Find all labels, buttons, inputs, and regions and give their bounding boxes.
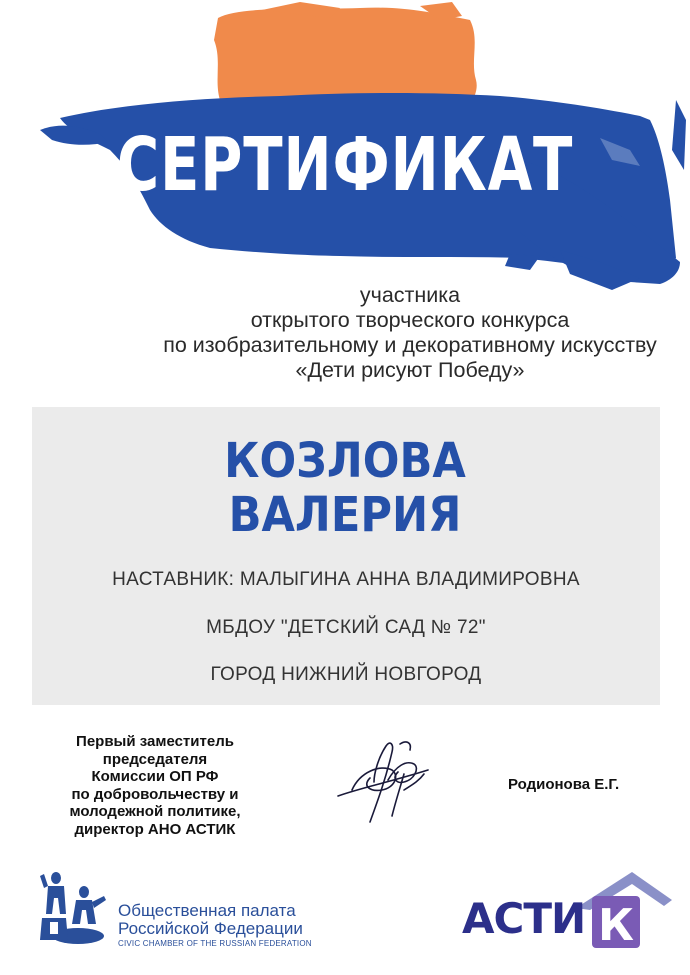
- signer-title-line: молодежной политике,: [69, 803, 241, 820]
- certificate-subtitle: [150, 283, 670, 383]
- public-chamber-line3: CIVIC CHAMBER OF THE RUSSIAN FEDERATION: [118, 939, 312, 948]
- city-line: ГОРОД НИЖНИЙ НОВГОРОД: [210, 664, 482, 685]
- public-chamber-line1: Общественная палата: [118, 901, 296, 920]
- recipient-name: [35, 434, 656, 542]
- subtitle-line: «Дети рисуют Победу»: [295, 358, 525, 382]
- mentor-line: НАСТАВНИК: МАЛЫГИНА АННА ВЛАДИМИРОВНА: [112, 569, 580, 590]
- public-chamber-line2: Российской Федерации: [118, 919, 303, 938]
- signer-name: Родионова Е.Г.: [508, 776, 620, 793]
- signer-title-line: директор АНО АСТИК: [74, 820, 236, 838]
- institution-line: МБДОУ "ДЕТСКИЙ САД № 72": [206, 617, 486, 638]
- certificate-title: СЕРТИФИКАТ: [116, 122, 574, 208]
- signer-title-line: председателя: [102, 750, 208, 768]
- recipient-first-name: ВАЛЕРИЯ: [228, 487, 462, 543]
- handwritten-signature: [330, 730, 440, 835]
- subtitle-line: открытого творческого конкурса: [250, 308, 570, 332]
- astik-logo-letter: К: [598, 900, 634, 951]
- public-chamber-emblem-icon: [38, 868, 110, 948]
- signer-title-line: Комиссии ОП РФ: [91, 768, 219, 785]
- astik-logo-word: АСТИ: [462, 894, 586, 943]
- signer-title-line: по добровольчеству и: [71, 785, 239, 803]
- subtitle-line: по изобразительному и декоративному искусству: [163, 333, 657, 357]
- recipient-surname: КОЗЛОВА: [224, 433, 466, 489]
- public-chamber-logo-text: [118, 902, 312, 949]
- signer-title: [30, 733, 280, 838]
- subtitle-line: участника: [359, 283, 461, 307]
- signer-title-line: Первый заместитель: [76, 733, 234, 750]
